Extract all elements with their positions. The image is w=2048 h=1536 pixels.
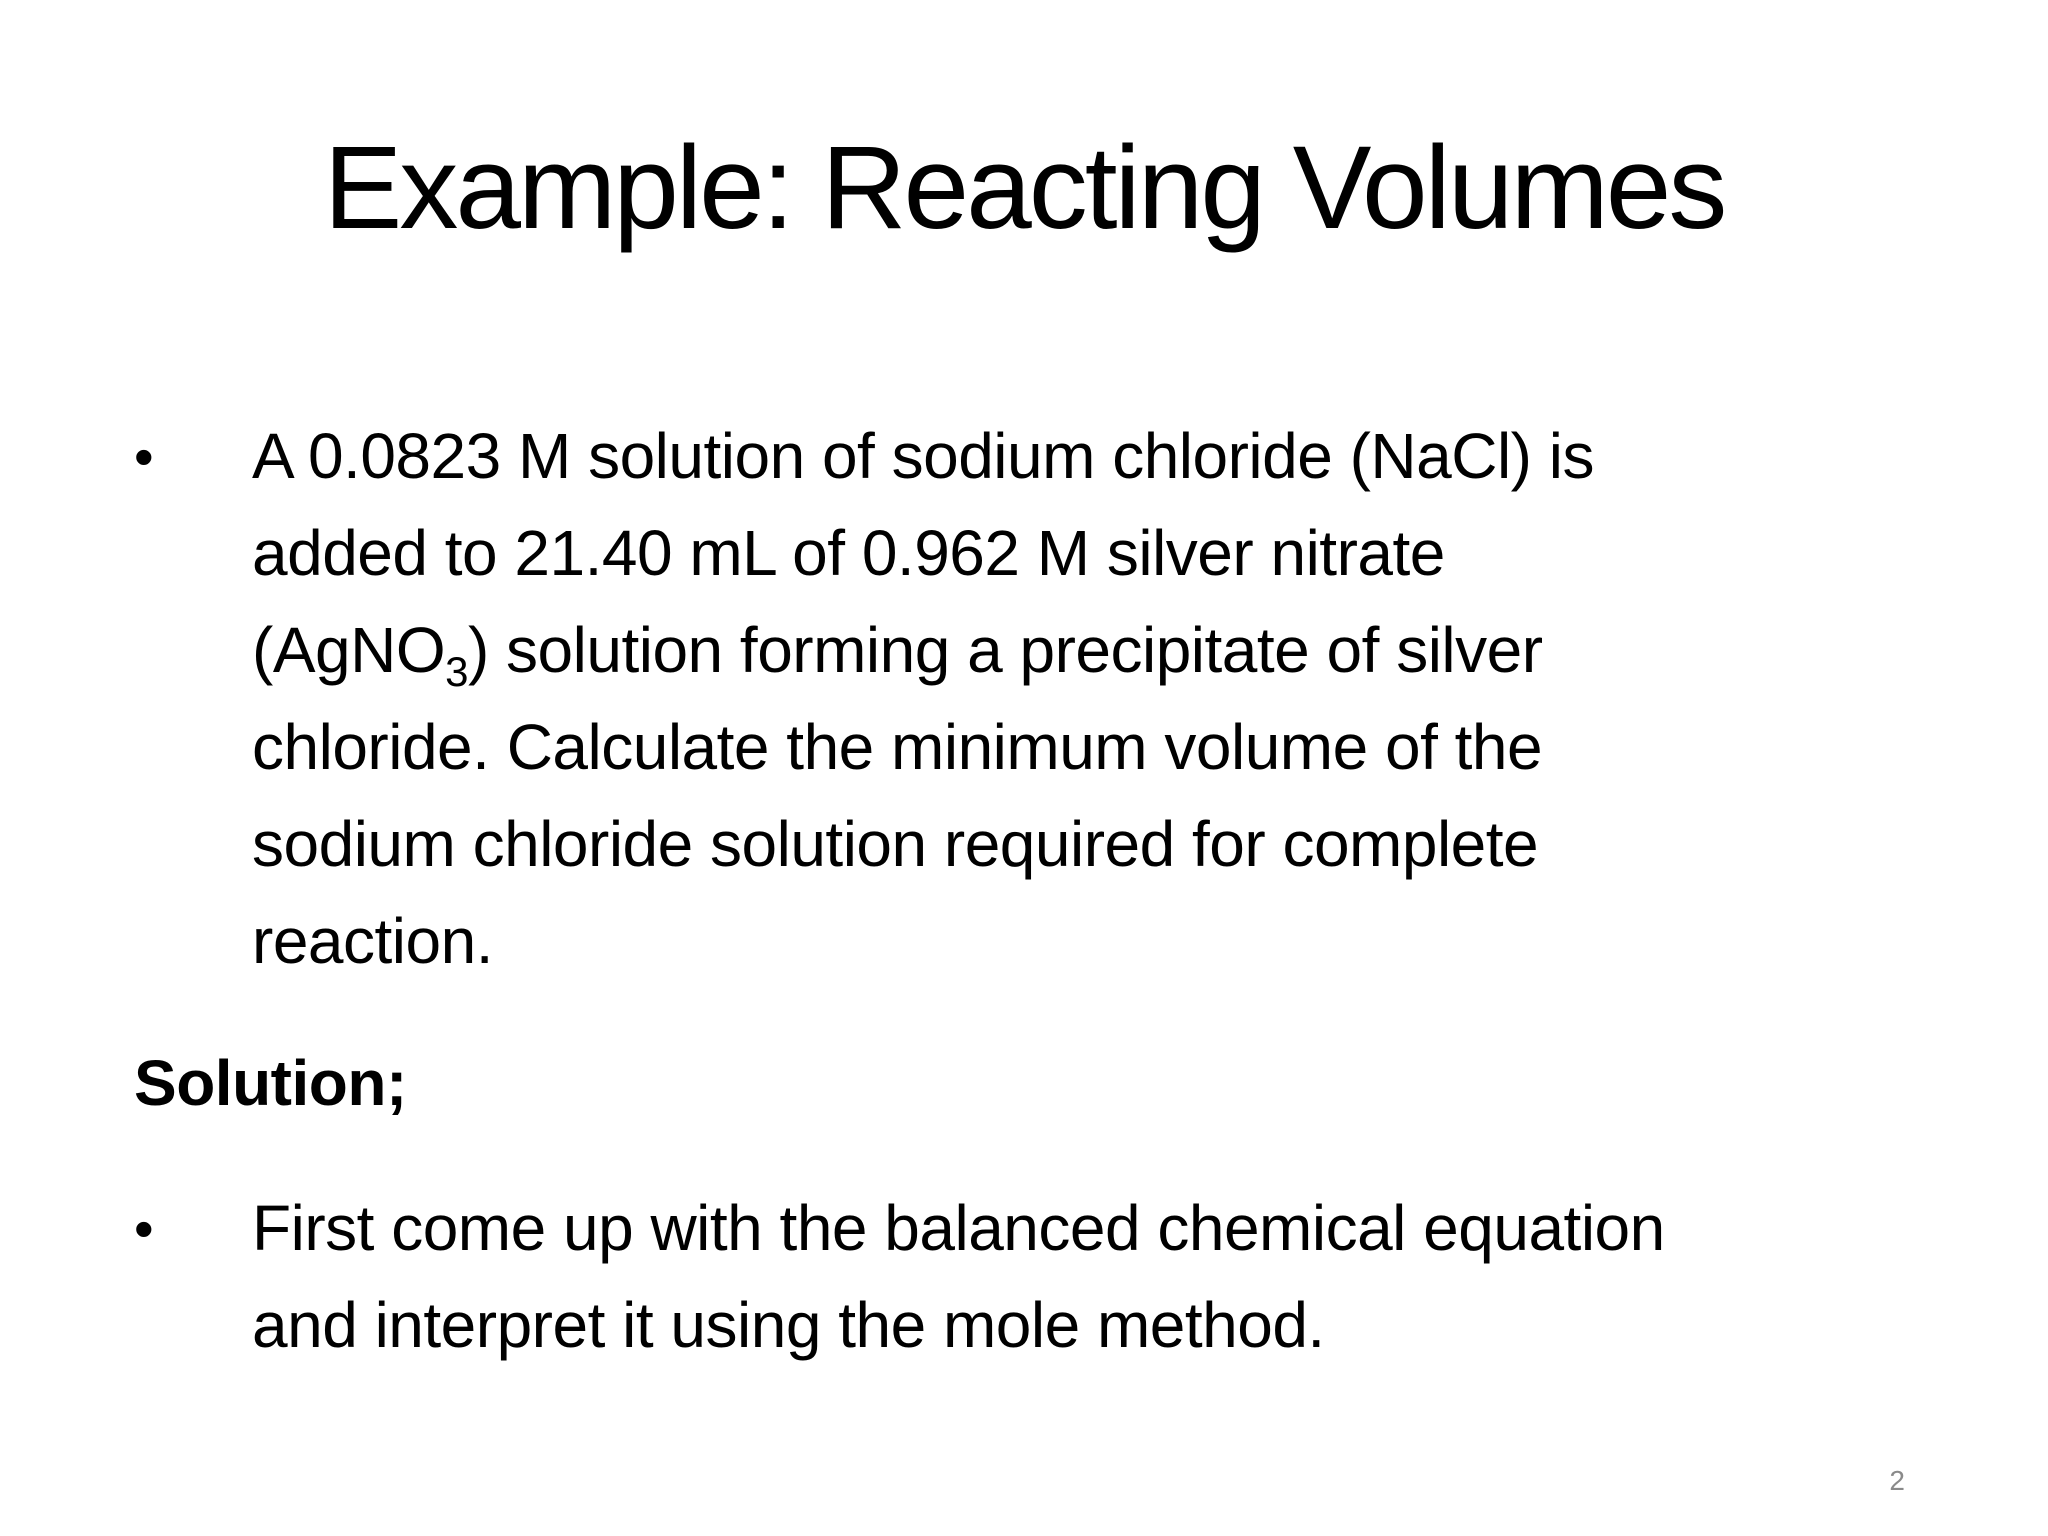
problem-line-with-formula [252, 602, 2012, 699]
problem-line: added to 21.40 mL of 0.962 M silver nitrate [252, 517, 1445, 589]
page-number: 2 [1889, 1465, 1905, 1496]
problem-text [252, 408, 2012, 990]
slide-title: Example: Reacting Volumes [323, 122, 1725, 254]
problem-line: sodium chloride solution required for complete [252, 808, 1539, 880]
formula-text: (AgNO [252, 614, 446, 686]
instruction-text [252, 1180, 2012, 1374]
formula-subscript: 3 [445, 647, 468, 695]
instruction-line: First come up with the balanced chemical equation [252, 1192, 1665, 1264]
bullet-marker: • [134, 425, 154, 488]
bullet-marker: • [134, 1197, 154, 1260]
problem-line: A 0.0823 M solution of sodium chloride (NaCl) is [252, 420, 1594, 492]
problem-line: reaction. [252, 905, 493, 977]
problem-line: chloride. Calculate the minimum volume of the [252, 711, 1543, 783]
instruction-line: and interpret it using the mole method. [252, 1289, 1325, 1361]
solution-heading: Solution; [134, 1047, 407, 1119]
problem-line-continuation: ) solution forming a precipitate of silver [467, 614, 1543, 686]
